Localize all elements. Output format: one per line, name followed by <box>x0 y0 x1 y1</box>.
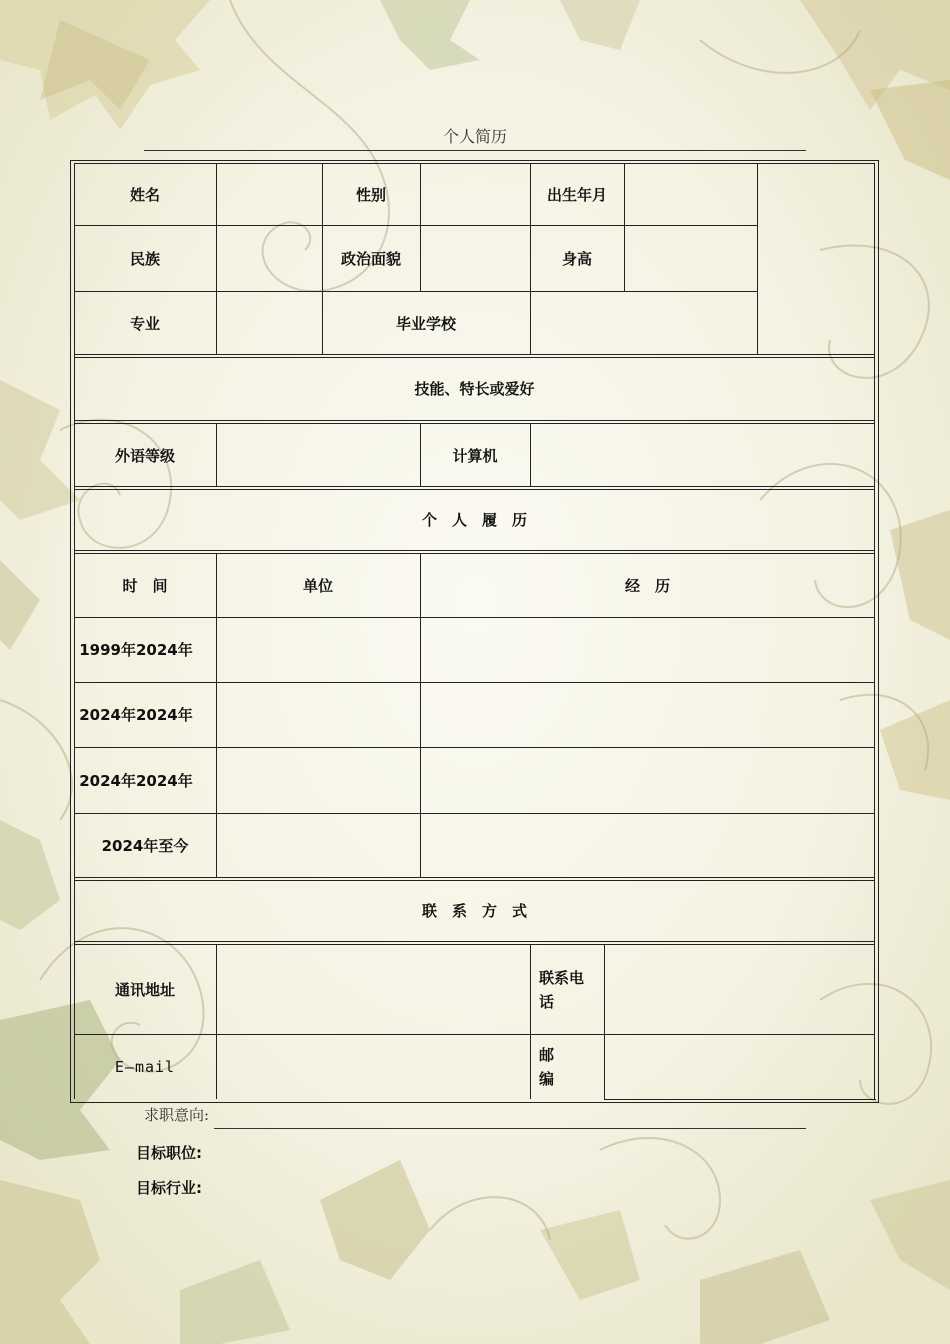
major-field[interactable] <box>217 292 322 355</box>
zip-code-field[interactable] <box>605 1035 874 1099</box>
name-field[interactable] <box>217 164 322 225</box>
political-status-label: 政治面貌 <box>340 249 401 268</box>
ethnicity-field[interactable] <box>217 226 322 291</box>
gender-label: 性别 <box>355 185 386 204</box>
phone-field[interactable] <box>605 945 874 1034</box>
ethnicity-label: 民族 <box>129 249 160 268</box>
height-label: 身高 <box>561 249 592 268</box>
phone-label: 联系电话 <box>539 968 585 1011</box>
job-intent-underline <box>214 1128 806 1129</box>
history-row-unit[interactable] <box>217 814 420 877</box>
history-row-unit[interactable] <box>217 683 420 747</box>
target-position-label: 目标职位: <box>136 1144 202 1162</box>
history-row-experience[interactable] <box>421 748 874 813</box>
history-row-unit[interactable] <box>217 618 420 682</box>
history-col-experience: 经 历 <box>624 576 670 595</box>
zip-code-label: 邮编 <box>539 1046 555 1088</box>
history-row-experience[interactable] <box>421 618 874 682</box>
history-row-unit[interactable] <box>217 748 420 813</box>
computer-field[interactable] <box>531 424 874 487</box>
address-field[interactable] <box>217 945 530 1034</box>
history-header: 个 人 履 历 <box>421 511 527 529</box>
history-col-time: 时 间 <box>122 576 168 595</box>
history-row-time: 1999年2024年 <box>79 641 193 659</box>
history-col-unit: 单位 <box>302 576 333 595</box>
language-level-label: 外语等级 <box>114 446 175 465</box>
photo-area[interactable] <box>758 164 874 355</box>
height-field[interactable] <box>625 226 757 291</box>
language-level-field[interactable] <box>217 424 420 487</box>
page-title: 个人简历 <box>442 127 507 146</box>
birth-date-label: 出生年月 <box>546 185 607 204</box>
history-row-time: 2024年2024年 <box>79 706 193 724</box>
political-status-field[interactable] <box>421 226 530 291</box>
job-intent-label: 求职意向: <box>144 1106 210 1124</box>
title-underline <box>144 150 806 151</box>
name-label: 姓名 <box>129 185 160 204</box>
computer-label: 计算机 <box>452 446 498 465</box>
skills-header: 技能、特长或爱好 <box>414 380 535 398</box>
gender-field[interactable] <box>421 164 530 225</box>
history-row-time: 2024年2024年 <box>79 771 193 790</box>
email-field[interactable] <box>217 1035 530 1099</box>
email-label: E—mail <box>114 1058 176 1076</box>
contact-header: 联 系 方 式 <box>421 902 527 920</box>
school-label: 毕业学校 <box>395 314 456 333</box>
school-field[interactable] <box>531 292 757 355</box>
history-row-time: 2024年至今 <box>101 836 189 855</box>
major-label: 专业 <box>129 314 160 333</box>
birth-date-field[interactable] <box>625 164 757 225</box>
target-industry-label: 目标行业: <box>136 1179 202 1197</box>
history-row-experience[interactable] <box>421 683 874 747</box>
address-label: 通讯地址 <box>114 980 175 999</box>
history-row-experience[interactable] <box>421 814 874 877</box>
